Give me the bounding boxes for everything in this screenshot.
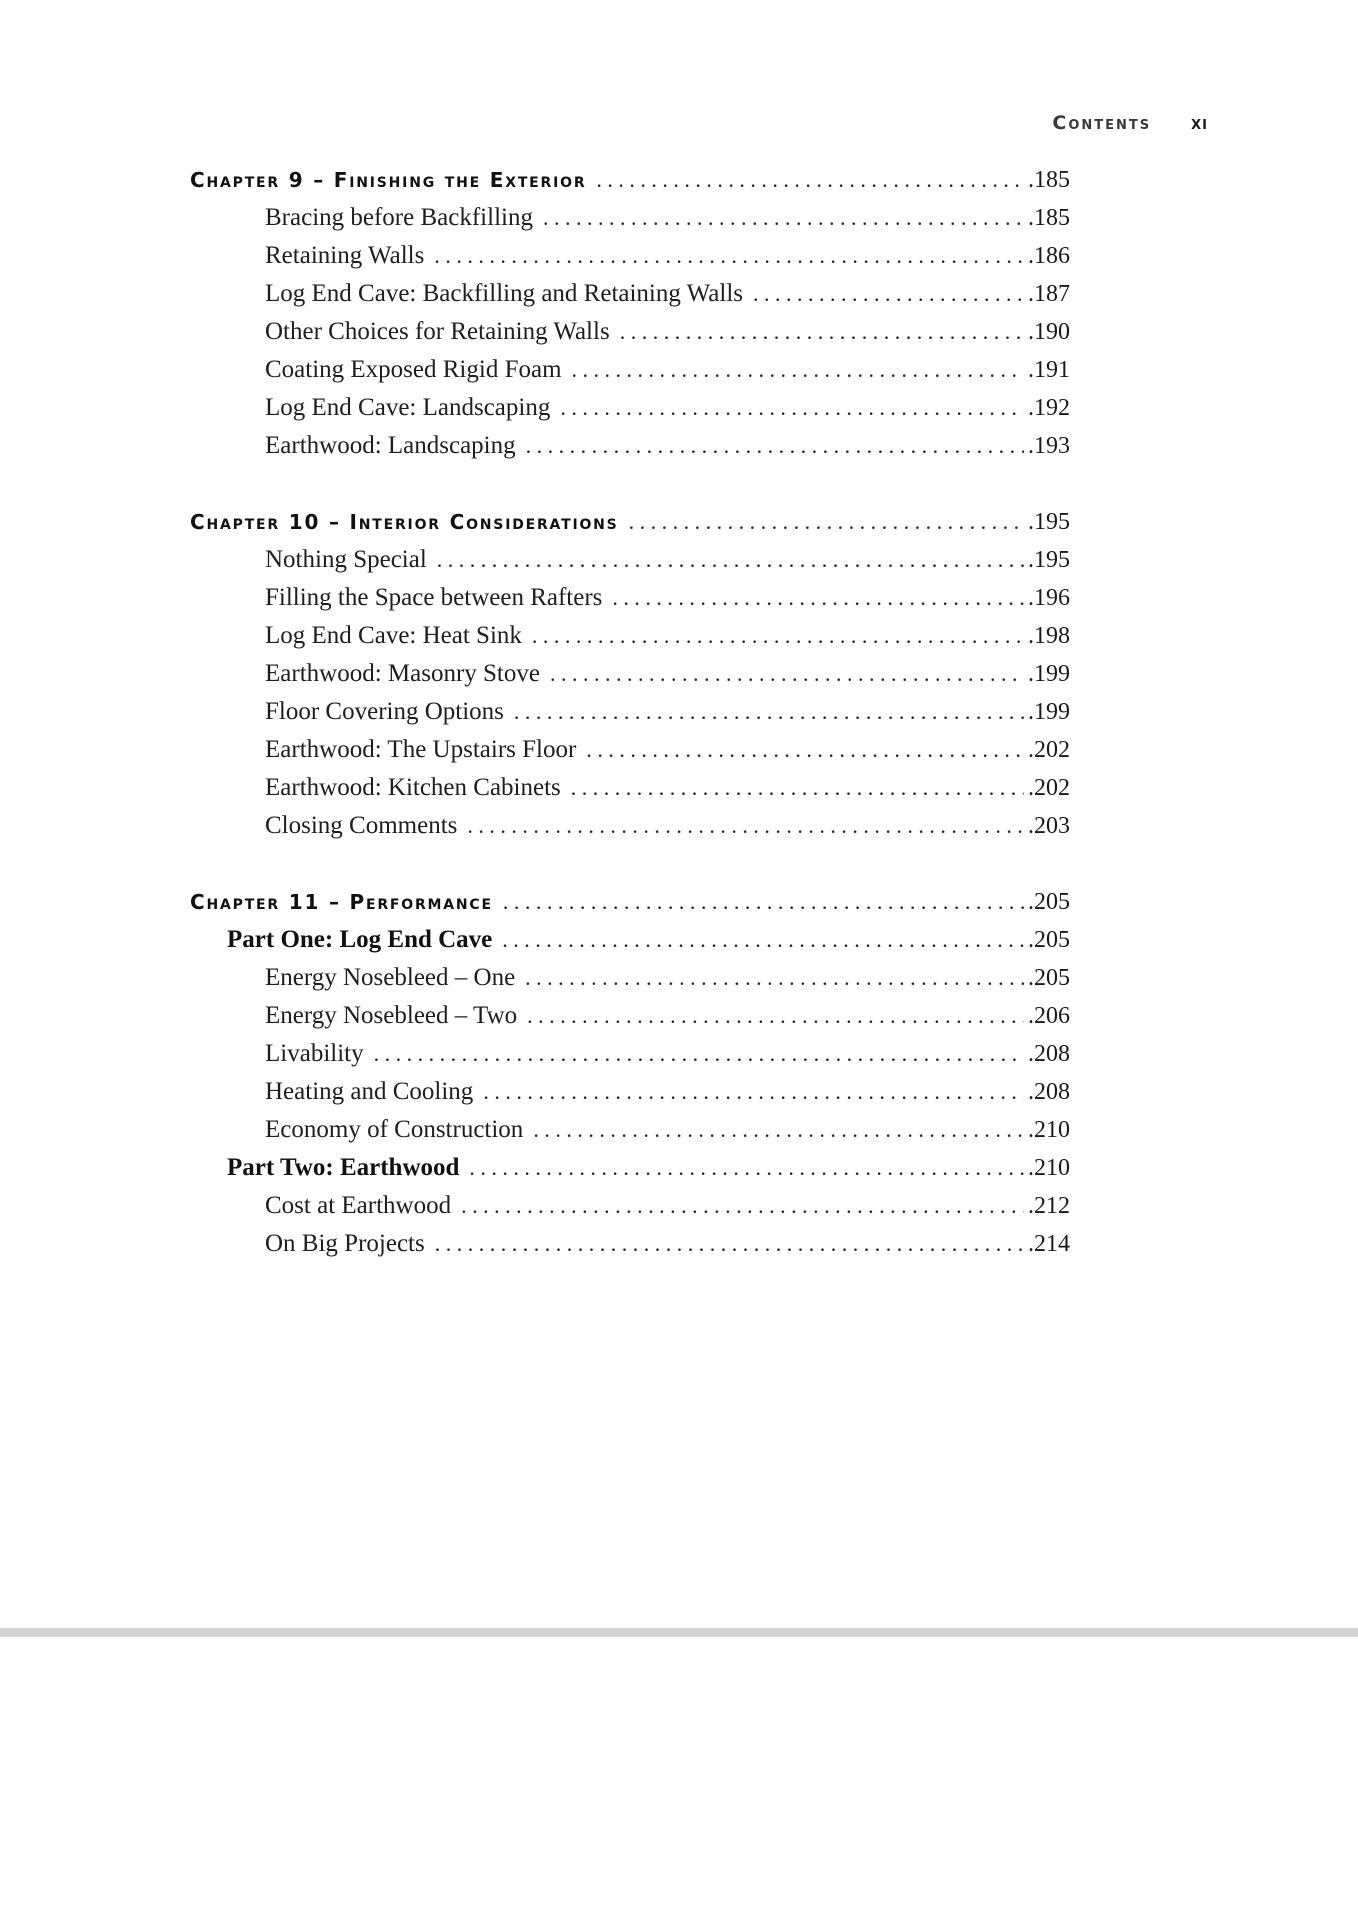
page-number: .208	[1028, 1041, 1070, 1067]
page-number: .185	[1028, 167, 1070, 193]
dot-leader	[526, 427, 1024, 465]
toc-entry[interactable]	[190, 541, 1070, 579]
entry-title: Earthwood: Landscaping	[265, 432, 516, 459]
toc-entry[interactable]	[190, 617, 1070, 655]
dot-leader	[532, 617, 1024, 655]
page-number: .205	[1028, 965, 1070, 991]
entry-title: Floor Covering Options	[265, 698, 504, 725]
page-number: .195	[1028, 547, 1070, 573]
toc-entry[interactable]	[190, 427, 1070, 465]
dot-leader	[469, 1149, 1024, 1187]
dot-leader	[502, 921, 1024, 959]
running-head-page-number: xi	[1191, 112, 1208, 134]
page-number: .187	[1028, 281, 1070, 307]
entry-title: Retaining Walls	[265, 242, 425, 269]
dot-leader	[596, 161, 1024, 199]
entry-title: Livability	[265, 1040, 364, 1067]
chapter-heading[interactable]	[190, 503, 1070, 541]
entry-title: Bracing before Backfilling	[265, 204, 533, 231]
dot-leader	[434, 237, 1024, 275]
page-number: .196	[1028, 585, 1070, 611]
page-number: .199	[1028, 661, 1070, 687]
toc-entry[interactable]	[190, 199, 1070, 237]
page-number: .206	[1028, 1003, 1070, 1029]
entry-title: Heating and Cooling	[265, 1078, 474, 1105]
toc-entry[interactable]	[190, 731, 1070, 769]
toc-entry[interactable]	[190, 1187, 1070, 1225]
entry-title: Earthwood: Masonry Stove	[265, 660, 540, 687]
page-number: .203	[1028, 813, 1070, 839]
toc-entry[interactable]	[190, 1111, 1070, 1149]
entry-title: Earthwood: Kitchen Cabinets	[265, 774, 561, 801]
entry-title: Filling the Space between Rafters	[265, 584, 603, 611]
dot-leader	[629, 503, 1024, 541]
toc-entry[interactable]	[190, 1073, 1070, 1111]
part-title: Part One: Log End Cave	[227, 926, 493, 953]
chapter-11	[190, 883, 1070, 1263]
page-number: .205	[1028, 889, 1070, 915]
part-title: Part Two: Earthwood	[227, 1154, 460, 1181]
chapter-10	[190, 503, 1070, 845]
toc-entry[interactable]	[190, 389, 1070, 427]
chapter-heading[interactable]	[190, 883, 1070, 921]
dot-leader	[571, 769, 1024, 807]
entry-title: Log End Cave: Heat Sink	[265, 622, 522, 649]
toc-entry[interactable]	[190, 1035, 1070, 1073]
page-number: .190	[1028, 319, 1070, 345]
entry-title: Earthwood: The Upstairs Floor	[265, 736, 577, 763]
page-number: .210	[1028, 1117, 1070, 1143]
toc-entry[interactable]	[190, 237, 1070, 275]
page-number: .202	[1028, 737, 1070, 763]
entry-title: Log End Cave: Landscaping	[265, 394, 551, 421]
toc-entry[interactable]	[190, 807, 1070, 845]
toc-entry[interactable]	[190, 997, 1070, 1035]
entry-title: Coating Exposed Rigid Foam	[265, 356, 562, 383]
dot-leader	[435, 1225, 1024, 1263]
page-number: .185	[1028, 205, 1070, 231]
dot-leader	[620, 313, 1024, 351]
entry-title: Economy of Construction	[265, 1116, 524, 1143]
dot-leader	[586, 731, 1024, 769]
toc-entry[interactable]	[190, 655, 1070, 693]
dot-leader	[612, 579, 1024, 617]
page-number: .192	[1028, 395, 1070, 421]
dot-leader	[753, 275, 1024, 313]
page-number: .186	[1028, 243, 1070, 269]
page-number: .193	[1028, 433, 1070, 459]
entry-title: Closing Comments	[265, 812, 458, 839]
page-number: .191	[1028, 357, 1070, 383]
toc-part[interactable]	[190, 921, 1070, 959]
dot-leader	[533, 1111, 1024, 1149]
page-number: .208	[1028, 1079, 1070, 1105]
dot-leader	[437, 541, 1024, 579]
dot-leader	[543, 199, 1024, 237]
toc-entry[interactable]	[190, 769, 1070, 807]
chapter-title: Chapter 10 – Interior Considerations	[190, 510, 619, 534]
toc-part[interactable]	[190, 1149, 1070, 1187]
dot-leader	[525, 959, 1024, 997]
page-number: .205	[1028, 927, 1070, 953]
chapter-heading[interactable]	[190, 161, 1070, 199]
dot-leader	[467, 807, 1024, 845]
page-number: .202	[1028, 775, 1070, 801]
entry-title: Other Choices for Retaining Walls	[265, 318, 610, 345]
table-of-contents	[190, 161, 1070, 1301]
chapter-9	[190, 161, 1070, 465]
page-number: .198	[1028, 623, 1070, 649]
toc-entry[interactable]	[190, 693, 1070, 731]
dot-leader	[560, 389, 1024, 427]
chapter-title: Chapter 11 – Performance	[190, 890, 493, 914]
page-number: .214	[1028, 1231, 1070, 1257]
dot-leader	[461, 1187, 1024, 1225]
toc-entry[interactable]	[190, 959, 1070, 997]
entry-title: Cost at Earthwood	[265, 1192, 452, 1219]
dot-leader	[572, 351, 1024, 389]
toc-entry[interactable]	[190, 579, 1070, 617]
entry-title: On Big Projects	[265, 1230, 425, 1257]
page-number: .195	[1028, 509, 1070, 535]
toc-entry[interactable]	[190, 275, 1070, 313]
entry-title: Log End Cave: Backfilling and Retaining Walls	[265, 280, 743, 307]
page-bottom-edge	[0, 1628, 1358, 1637]
toc-entry[interactable]	[190, 313, 1070, 351]
entry-title: Energy Nosebleed – Two	[265, 1002, 518, 1029]
page-number: .210	[1028, 1155, 1070, 1181]
running-head-title: Contents	[1052, 112, 1152, 134]
toc-entry[interactable]	[190, 1225, 1070, 1263]
dot-leader	[514, 693, 1024, 731]
page-number: .212	[1028, 1193, 1070, 1219]
entry-title: Energy Nosebleed – One	[265, 964, 516, 991]
dot-leader	[550, 655, 1024, 693]
running-head	[1052, 112, 1208, 134]
dot-leader	[503, 883, 1024, 921]
toc-entry[interactable]	[190, 351, 1070, 389]
dot-leader	[374, 1035, 1024, 1073]
chapter-title: Chapter 9 – Finishing the Exterior	[190, 168, 587, 192]
page-number: .199	[1028, 699, 1070, 725]
dot-leader	[527, 997, 1024, 1035]
entry-title: Nothing Special	[265, 546, 427, 573]
dot-leader	[483, 1073, 1024, 1111]
